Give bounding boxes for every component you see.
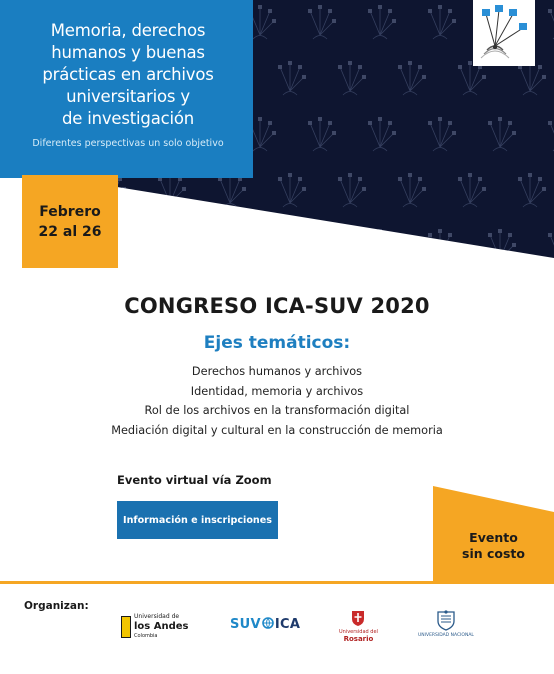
- free-event-line: sin costo: [462, 546, 525, 561]
- hero-title-panel: [0, 0, 253, 178]
- theme-item: Identidad, memoria y archivos: [190, 384, 364, 398]
- unal-crest-icon: [434, 609, 458, 631]
- andes-line2: los Andes: [134, 621, 189, 632]
- theme-item: Rol de los archivos en la transformación digital: [144, 404, 410, 417]
- organizers-label: Organizan:: [24, 600, 89, 612]
- andes-logo-icon: [121, 616, 131, 638]
- hero-title-line: de investigación: [61, 109, 195, 128]
- hero-title-line: universitarios y: [66, 87, 190, 106]
- andes-line1: Universidad de: [134, 613, 180, 620]
- date-days: 22 al 26: [38, 223, 102, 240]
- andes-logo-text: [134, 613, 188, 640]
- theme-item: Derechos humanos y archivos: [191, 365, 363, 378]
- info-registration-button[interactable]: Información e inscripciones: [117, 501, 278, 539]
- themes-list: [0, 362, 554, 440]
- ica-text: ICA: [274, 617, 301, 632]
- hero-title-line: Memoria, derechos: [50, 21, 206, 40]
- themes-heading: Ejes temáticos:: [203, 333, 351, 353]
- hero-subtitle: Diferentes perspectivas un solo objetivo: [32, 138, 224, 149]
- suv-text: SUV: [230, 617, 261, 632]
- unal-line1: UNIVERSIDAD NACIONAL: [418, 633, 474, 638]
- theme-item: Mediación digital y cultural en la construcción de memoria: [111, 423, 443, 437]
- rosario-crest-icon: [349, 609, 367, 627]
- free-event-text: [433, 530, 554, 562]
- rosario-logo[interactable]: [339, 609, 378, 643]
- date-badge: [22, 175, 118, 268]
- congress-title: CONGRESO ICA-SUV 2020: [124, 294, 430, 318]
- hero-title: [8, 20, 248, 130]
- footer-divider: [0, 581, 554, 584]
- digital-network-logo-icon: [473, 0, 535, 66]
- date-month: Febrero: [39, 203, 101, 220]
- rosario-line2: Rosario: [343, 635, 374, 643]
- free-event-line: Evento: [469, 530, 518, 545]
- suv-ica-logo[interactable]: [230, 617, 300, 632]
- event-logo: [473, 0, 535, 66]
- andes-line3: Colombia: [134, 633, 158, 639]
- hero-title-line: humanos y buenas: [51, 43, 205, 62]
- unal-logo[interactable]: [418, 609, 474, 639]
- suv-globe-icon: [262, 617, 274, 629]
- rosario-line1: Universidad del: [339, 629, 378, 635]
- virtual-event-label: Evento virtual vía Zoom: [117, 473, 272, 487]
- andes-logo[interactable]: [121, 613, 188, 640]
- hero-title-line: prácticas en archivos: [42, 65, 214, 84]
